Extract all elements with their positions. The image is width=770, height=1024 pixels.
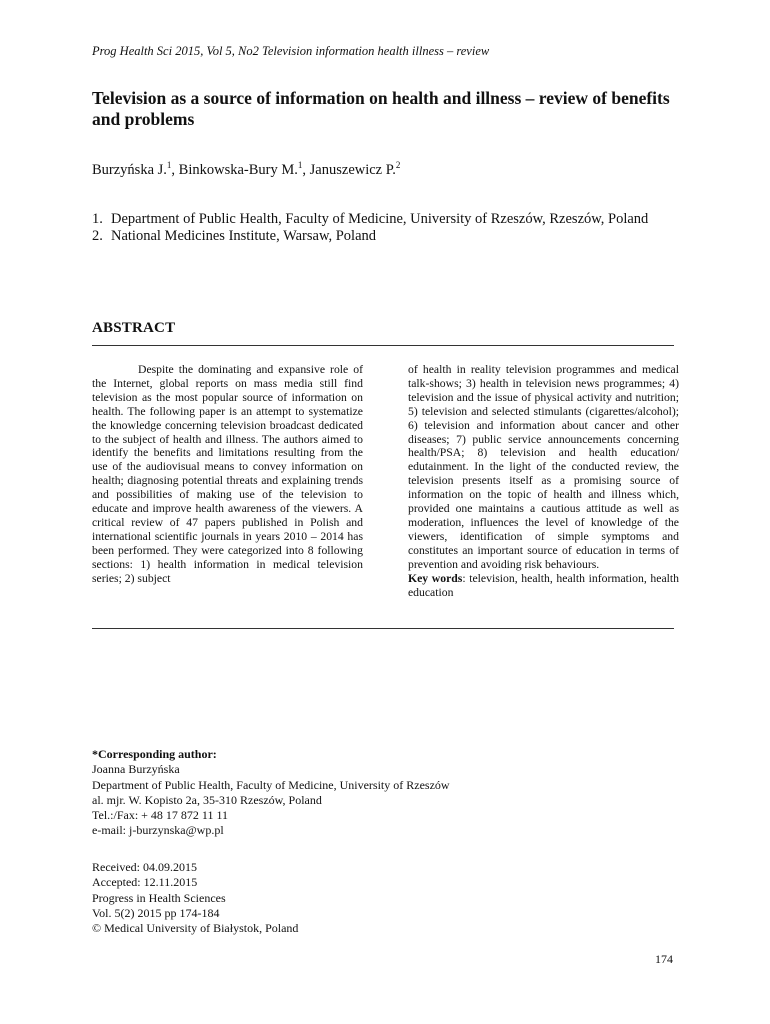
accepted-date: Accepted: 12.11.2015 xyxy=(92,875,198,890)
corresponding-phone: Tel.:/Fax: + 48 17 872 11 11 xyxy=(92,808,229,823)
affiliation-item xyxy=(92,211,672,228)
divider-top xyxy=(92,345,674,346)
author-separator: , xyxy=(171,162,179,178)
author-affiliation-mark: 2 xyxy=(395,160,401,170)
corresponding-department: Department of Public Health, Faculty of Medicine, University of Rzeszów xyxy=(92,777,450,792)
divider-bottom xyxy=(92,628,674,629)
abstract-column-left xyxy=(92,363,363,586)
affiliation-number: 1. xyxy=(92,211,103,227)
author-affiliation-mark: 1 xyxy=(166,160,172,170)
affiliation-text: National Medicines Institute, Warsaw, Poland xyxy=(111,228,377,244)
copyright: © Medical University of Białystok, Poland xyxy=(92,921,299,936)
author-list xyxy=(92,162,400,179)
keywords-label: Key words xyxy=(408,571,463,585)
author-name: Januszewicz P. xyxy=(309,162,396,178)
corresponding-email: e-mail: j-burzynska@wp.pl xyxy=(92,823,224,838)
affiliation-number: 2. xyxy=(92,228,103,244)
received-date: Received: 04.09.2015 xyxy=(92,860,197,874)
volume-pages: Vol. 5(2) 2015 pp 174-184 xyxy=(92,905,220,920)
affiliations xyxy=(92,211,672,245)
corresponding-author xyxy=(92,747,450,839)
paper-title: Television as a source of information on health and illness – review of benefits and problems xyxy=(92,88,670,129)
keywords xyxy=(408,572,679,600)
running-header: Prog Health Sci 2015, Vol 5, No2 Television information health illness – review xyxy=(92,44,490,58)
abstract-text-right: of health in reality television programmes and medical talk-shows; 3) health in television news programmes; 4) television and the issue of physical activity and nutrition; 5) television and selected stimulants (cigarettes/alcohol); 6) television and information about cancer and other diseases; 7) public service announcements concerning health/PSA; 8) television and health education/ edutainment. In the light of the conducted review, the television presents itself as a promising source of information on the topic of health and illness which, provided one maintains a cautious attitude as well as moderation, influences the level of knowledge of the viewers, identification of simple symptoms and constitutes an important source of education in terms of prevention and avoiding risk behaviours. xyxy=(408,363,679,571)
abstract-column-right xyxy=(408,363,679,599)
author-name: Burzyńska J. xyxy=(92,162,167,178)
author-affiliation-mark: 1 xyxy=(297,160,303,170)
page-number: 174 xyxy=(655,952,673,966)
author-name: Binkowska-Bury M. xyxy=(178,162,298,178)
corresponding-label: *Corresponding author: xyxy=(92,747,217,761)
publication-info xyxy=(92,860,298,936)
abstract-heading: ABSTRACT xyxy=(92,320,176,336)
affiliation-item xyxy=(92,228,672,245)
author-separator: , xyxy=(302,162,310,178)
corresponding-name: Joanna Burzyńska xyxy=(92,762,180,777)
journal-name: Progress in Health Sciences xyxy=(92,890,226,905)
keywords-text: : television, health, health information, health education xyxy=(408,571,679,599)
abstract-text-left: Despite the dominating and expansive role of the Internet, global reports on mass media still find television as the most popular source of information on health. The following paper is an attempt to systematize the knowledge concerning television broadcast dedicated to the subject of health and illness. The authors aimed to identify the benefits and limitations resulting from the use of the audiovisual means to convey information on health; diagnosing potential threats and explaining trends and possibilities of making use of the television to educate and improve health awareness of the viewers. A critical review of 47 papers published in Polish and international scientific journals in years 2010 – 2014 has been performed. They were categorized into 8 following sections: 1) health information in medical television series; 2) subject xyxy=(92,363,363,585)
corresponding-address: al. mjr. W. Kopisto 2a, 35-310 Rzeszów, Poland xyxy=(92,792,322,807)
affiliation-text: Department of Public Health, Faculty of Medicine, University of Rzeszów, Rzeszów, Poland xyxy=(111,211,649,227)
